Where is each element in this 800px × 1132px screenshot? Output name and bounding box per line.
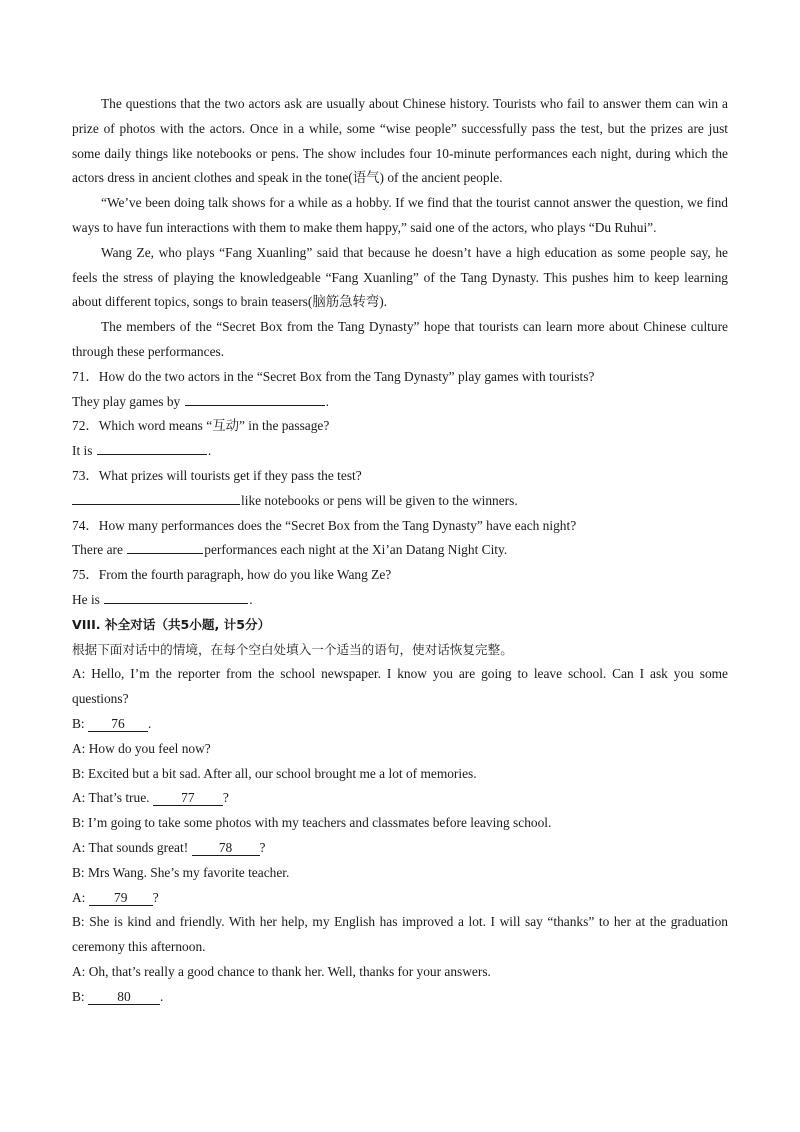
dialogue-speaker-b: B: — [72, 988, 88, 1004]
dialogue-prefix: A: That’s true. — [72, 790, 153, 806]
answer-73 — [72, 489, 728, 514]
dialogue-line-79 — [72, 886, 728, 911]
passage-paragraph-3: Wang Ze, who plays “Fang Xuanling” said that because he doesn’t have a high education as some people say, he feels the stress of playing the knowledgeable “Fang Xuanling” of the Tang Dynasty. This pushes him to keep learning about different topics, songs to brain teasers(脑筋急转弯). — [72, 244, 728, 310]
answer-71 — [72, 390, 728, 415]
passage-paragraph-2: “We’ve been doing talk shows for a while as a hobby. If we find that the tourist cannot answer the question, we find ways to have fun interactions with them to make them happy,” said one of the actors, who plays “Du Ruhui”. — [72, 195, 728, 235]
dialogue-line-4: B: Excited but a bit sad. After all, our school brought me a lot of memories. — [72, 765, 477, 781]
dialogue-line-77 — [72, 786, 728, 811]
blank-76[interactable]: 76 — [88, 717, 148, 732]
blank-77[interactable]: 77 — [153, 791, 223, 806]
answer-72-prefix: It is — [72, 443, 96, 459]
dialogue-line-80 — [72, 985, 728, 1010]
section-heading: VIII. 补全对话（共5小题, 计5分） — [72, 616, 271, 632]
answer-75-suffix: . — [249, 591, 253, 607]
dialogue-speaker-a: A: — [72, 889, 89, 905]
blank-80[interactable]: 80 — [88, 990, 160, 1005]
dialogue-prefix: A: That sounds great! — [72, 839, 192, 855]
answer-71-prefix: They play games by — [72, 393, 184, 409]
dialogue-line-1: A: Hello, I’m the reporter from the school newspaper. I know you are going to leave school. Can I ask you some questions? — [72, 666, 728, 707]
answer-71-suffix: . — [325, 393, 329, 409]
answer-74-blank[interactable] — [127, 539, 203, 554]
answer-74 — [72, 538, 728, 563]
dialogue-line-6: B: I’m going to take some photos with my teachers and classmates before leaving school. — [72, 815, 552, 831]
dialogue-punct: ? — [152, 889, 159, 905]
passage-paragraph-4: The members of the “Secret Box from the Tang Dynasty” hope that tourists can learn more about Chinese culture through these performances. — [72, 319, 728, 359]
blank-78[interactable]: 78 — [192, 841, 260, 856]
answer-73-suffix: like notebooks or pens will be given to the winners. — [241, 492, 518, 508]
exam-page — [72, 92, 728, 1009]
answer-72-blank[interactable] — [97, 440, 207, 455]
question-73: 73．What prizes will tourists get if they pass the test? — [72, 467, 362, 483]
question-75: 75．From the fourth paragraph, how do you like Wang Ze? — [72, 567, 392, 583]
dialogue-punct: . — [148, 715, 152, 731]
answer-75-prefix: He is — [72, 591, 104, 607]
answer-72-suffix: . — [207, 443, 212, 459]
passage-paragraph-1: The questions that the two actors ask are usually about Chinese history. Tourists who fail to answer them can win a prize of photos with the actors. Once in a while, some “wise people” successfully pass the test, but the prizes are just some daily things like notebooks or pens. The show includes four 10-minute performances each night, during which the actors dress in ancient clothes and speak in the tone(语气) of the ancient people. — [72, 96, 728, 186]
answer-74-prefix: There are — [72, 542, 127, 558]
answer-72 — [72, 439, 728, 464]
dialogue-line-78 — [72, 836, 728, 861]
question-71: 71．How do the two actors in the “Secret Box from the Tang Dynasty” play games with tourists? — [72, 368, 595, 384]
dialogue-punct: ? — [222, 790, 229, 806]
dialogue-punct: ? — [259, 839, 266, 855]
question-74: 74．How many performances does the “Secret Box from the Tang Dynasty” have each night? — [72, 517, 577, 533]
dialogue-line-3: A: How do you feel now? — [72, 740, 211, 756]
section-instruction: 根据下面对话中的情境，在每个空白处填入一个适当的语句，使对话恢复完整。 — [72, 641, 513, 657]
answer-73-blank[interactable] — [72, 490, 240, 505]
dialogue-speaker-b: B: — [72, 715, 88, 731]
answer-75 — [72, 588, 728, 613]
dialogue-line-10: B: She is kind and friendly. With her help, my English has improved a lot. I will say “thanks” to her at the graduation ceremony this afternoon. — [72, 914, 728, 955]
answer-74-suffix: performances each night at the Xi’an Datang Night City. — [204, 542, 508, 558]
dialogue-punct: . — [160, 988, 164, 1004]
answer-75-blank[interactable] — [104, 589, 248, 604]
dialogue-line-11: A: Oh, that’s really a good chance to thank her. Well, thanks for your answers. — [72, 963, 491, 979]
answer-71-blank[interactable] — [185, 391, 325, 406]
dialogue-line-8: B: Mrs Wang. She’s my favorite teacher. — [72, 864, 290, 880]
question-72: 72．Which word means “互动” in the passage? — [72, 418, 330, 434]
dialogue-line-76 — [72, 712, 728, 737]
blank-79[interactable]: 79 — [89, 891, 153, 906]
